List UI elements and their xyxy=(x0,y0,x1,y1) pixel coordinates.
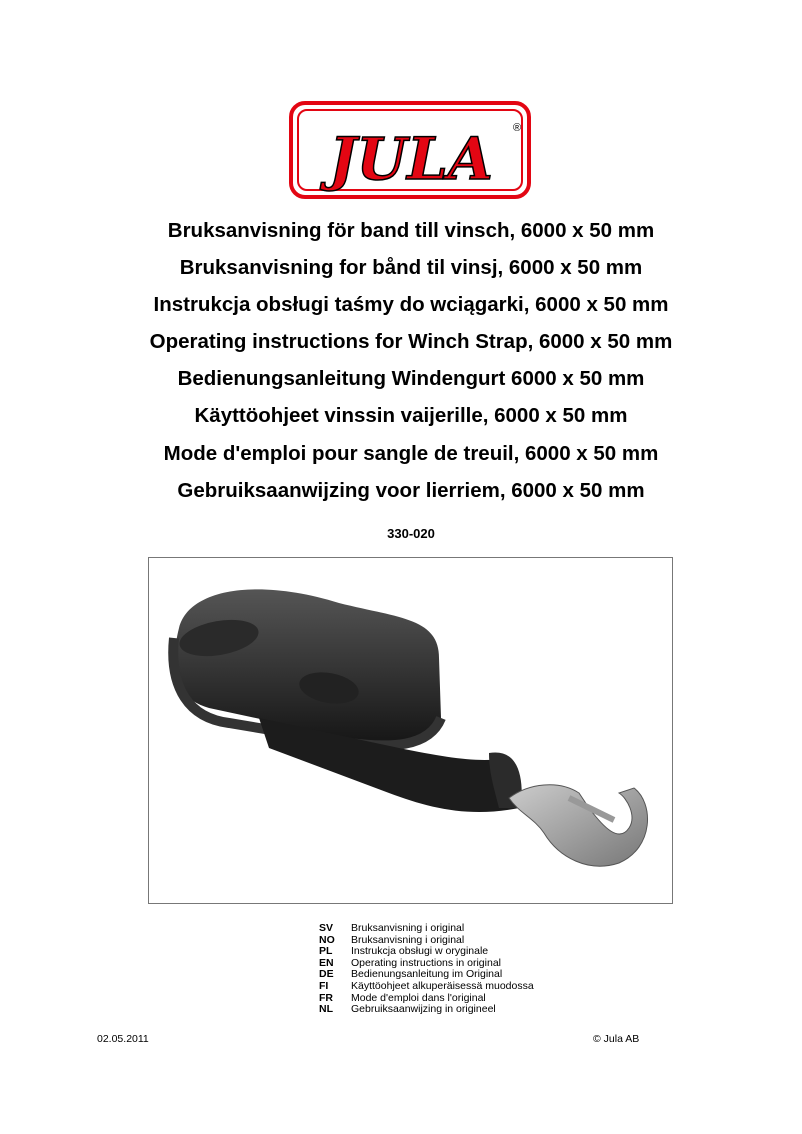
title-nl: Gebruiksaanwijzing voor lierriem, 6000 x 50 mm xyxy=(177,478,645,502)
copyright: © Jula AB xyxy=(593,1033,640,1045)
title-no: Bruksanvisning for bånd til vinsj, 6000 x 50 mm xyxy=(179,256,643,280)
language-text: Gebruiksaanwijzing in origineel xyxy=(351,1003,496,1016)
jula-logo xyxy=(289,101,531,199)
language-text: Operating instructions in original xyxy=(351,956,501,969)
language-code: NO xyxy=(319,933,335,946)
svg-text:®: ® xyxy=(512,122,522,134)
title-fr: Mode d'emploi pour sangle de treuil, 6000 x 50 mm xyxy=(163,441,659,465)
language-row xyxy=(319,923,534,935)
document-date: 02.05.2011 xyxy=(97,1033,149,1045)
language-code: PL xyxy=(319,945,333,958)
language-row xyxy=(319,1004,534,1016)
language-code: DE xyxy=(319,968,334,981)
language-code: SV xyxy=(319,922,334,934)
title-sv: Bruksanvisning för band till vinsch, 6000 x 50 mm xyxy=(167,219,655,242)
language-text: Bedienungsanleitung im Original xyxy=(351,968,503,981)
language-text: Bruksanvisning i original xyxy=(351,933,465,946)
title-de: Bedienungsanleitung Windengurt 6000 x 50 mm xyxy=(177,367,645,391)
title-list xyxy=(0,216,802,513)
product-image xyxy=(148,557,673,904)
language-text: Mode d'emploi dans l'original xyxy=(351,991,486,1004)
title-fi: Käyttöohjeet vinssin vaijerille, 6000 x 50 mm xyxy=(194,404,628,428)
language-list xyxy=(319,923,534,1016)
language-code: FR xyxy=(319,991,333,1004)
language-text: Bruksanvisning i original xyxy=(351,922,465,934)
svg-text:JULA: JULA xyxy=(329,125,493,193)
language-code: EN xyxy=(319,956,334,969)
language-code: NL xyxy=(319,1003,333,1016)
title-en: Operating instructions for Winch Strap, 6000 x 50 mm xyxy=(149,330,673,354)
language-text: Käyttöohjeet alkuperäisessä muodossa xyxy=(351,979,534,992)
language-text: Instrukcja obsługi w oryginale xyxy=(351,945,489,958)
article-number: 330-020 xyxy=(387,526,435,541)
language-row xyxy=(319,981,534,993)
language-code: FI xyxy=(319,979,329,992)
title-pl: Instrukcja obsługi taśmy do wciągarki, 6000 x 50 mm xyxy=(153,293,669,317)
